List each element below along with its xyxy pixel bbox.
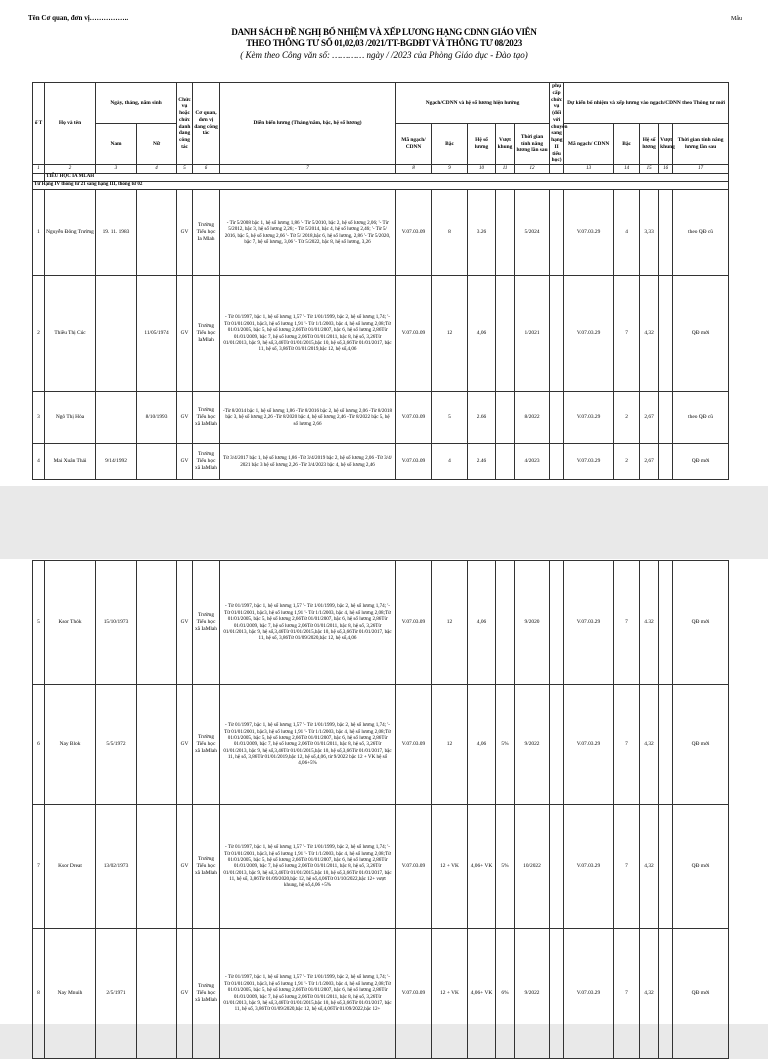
salary-history: - Từ 01/1997, bậc 1, hệ số lương 1,57 '- Từ 1/01/1999, bậc 2, hệ số lương 1,74; '- Từ 01/01/2001, bậc3, hệ số lương 1,91 '- Từ 1/1/2003, bậc 4, hệ số lương 2,08;Từ 01/01/2005, bậc 5, hệ số lương 2,66Từ 01/01/2007, bậc 6, hệ số lương 2,86Từ 01/01/2009, bậc 7, hệ số lương 2,06Từ 01/01/2011, bậc 8, hệ số, 3,26Từ 01/01/2013, bậc 9, hệ số,3,46Từ 01/01/2015,bậc 10, hệ số,3,66Từ 01/01/2017, bậc 11, hệ số, 3,86Từ 01/09/2020,bậc 12, hệ số,4,06	[220, 561, 396, 685]
salary-history: -Từ 8/2014 bậc 1, hệ số lương 1,86 -Từ 8/2016 bậc 2, hệ số lương 2,06 -Từ 8/2018 bậc 3, hệ số lương 2,26 -Từ 8/2020 bậc 4, hệ số lương 2,46 -Từ 8/2022 bậc 5, hệ số lương 2,66	[220, 392, 396, 444]
section-school-row	[33, 174, 729, 182]
section-subtitle: Từ Hạng IV thông tư 21 sang hạng III, thông tư 02	[33, 182, 729, 190]
table-row: 7 Ksor Dreat 13/02/1973 GV Trường Tiểu học xã IaMlah - Từ 01/1997, bậc 1, hệ số lương 1,57 '- Từ 1/01/1999, bậc 2, hệ số lương 1,74; '- Từ 01/01/2001, bậc3, hệ số lương 1,91 '- Từ 1/1/2003, bậc 4, hệ số lương 2,08;Từ 01/01/2005, bậc 5, hệ số lương 2,66Từ 01/01/2007, bậc 6, hệ số lương 2,86Từ 01/01/2009, bậc 7, hệ số lương 2,06Từ 01/01/2011, bậc 8, hệ số, 3,26Từ 01/01/2013, bậc 9, hệ số,3,46Từ 01/01/2015,bậc 10, hệ số,3,66Từ 01/01/2017, bậc 11, hệ số, 3,86Từ 01/09/2020,bậc 12, hệ số,4,06Từ 01/10/2022,bậc 12+ vượt khung, hệ số,4,06 +5% V.07.03.09 12 + VK 4,06+ VK 5% 10/2022 V.07.03.29 7 4,32 QĐ mới	[33, 805, 729, 929]
col-name: Họ và tên	[45, 83, 96, 165]
table-row: 8 Nay Mnuih 2/5/1971 GV Trường Tiểu học xã IaMlah - Từ 01/1997, bậc 1, hệ số lương 1,57 '- Từ 1/01/1999, bậc 2, hệ số lương 1,74; '- Từ 01/01/2001, bậc3, hệ số lương 1,91 '- Từ 1/1/2003, bậc 4, hệ số lương 2,08;Từ 01/01/2005, bậc 5, hệ số lương 2,66Từ 01/01/2007, bậc 6, hệ số lương 2,86Từ 01/01/2009, bậc 7, hệ số lương 2,06Từ 01/01/2011, bậc 8, hệ số, 3,26Từ 01/01/2013, bậc 9, hệ số,3,46Từ 01/01/2015,bậc 10, hệ số,3,66Từ 01/01/2017, bậc 11, hệ số, 3,86Từ 01/09/2020,bậc 12, hệ số,4,06Từ 01/09/2022,bậc 12+ V.07.03.09 12 + VK 4,06+ VK 6% 9/2022 V.07.03.29 7 4,32 QĐ mới	[33, 929, 729, 1059]
document-subtitle: THEO THÔNG TƯ SỐ 01,02,03 /2021/TT-BGDĐT VÀ THÔNG TƯ 08/2023	[246, 38, 522, 48]
teacher-table-page-2	[32, 560, 729, 1059]
index-row: 1 2 3 4 5 6 7 8 9 10 11 12 13 14 15 16 17	[33, 165, 729, 174]
salary-history: - Từ 5/2008 bậc 1, hệ số lương 1,86 '- Từ 5/2010, bậc 2, hệ số lương 2,06; '- Từ 5/2012, bậc 3, hệ số lương 2,26; - Từ 5/2014, bậc 4, hệ số lương 2,46; '- Từ 5/ 2016, bậc 5, hệ số lương 2,66 '- Từ 5/ 2018,bậc 6, hệ số lương, 2,86 '- Từ 5/2020, bậc 7, hệ số lương, 3,06 '- Từ 5/2022, bậc 8, hệ số lương, 3,26	[220, 190, 396, 276]
col-coef: Hệ số lương	[468, 124, 496, 165]
col-allowance: phụ cấp chức vụ (đối với chuyên sang hạng II tiểu học)	[551, 83, 568, 164]
col-time: Thời gian tính nâng lương lần sau	[515, 124, 550, 165]
section-sub-row	[33, 182, 729, 190]
organization-name: Tên Cơ quan, đơn vị……………..	[28, 14, 129, 22]
col-current-group: Ngạch/CDNN và hệ số lương hiện hưởng	[396, 83, 550, 124]
col-female: Nữ	[137, 124, 177, 165]
col-p-coef: Hệ số lương	[640, 124, 659, 165]
table-row: 5 Ksor Thók 15/10/1973 GV Trường Tiểu học xã IaMlah - Từ 01/1997, bậc 1, hệ số lương 1,57 '- Từ 1/01/1999, bậc 2, hệ số lương 1,74; '- Từ 01/01/2001, bậc3, hệ số lương 1,91 '- Từ 1/1/2003, bậc 4, hệ số lương 2,08;Từ 01/01/2005, bậc 5, hệ số lương 2,66Từ 01/01/2007, bậc 6, hệ số lương 2,86Từ 01/01/2009, bậc 7, hệ số lương 2,06Từ 01/01/2011, bậc 8, hệ số, 3,26Từ 01/01/2013, bậc 9, hệ số,3,46Từ 01/01/2015,bậc 10, hệ số,3,66Từ 01/01/2017, bậc 11, hệ số, 3,86Từ 01/09/2020,bậc 12, hệ số,4,06 V.07.03.09 12 4,06 9/2020 V.07.03.29 7 4.32 QĐ mới	[33, 561, 729, 685]
table-row: 6 Nay Blok 5/5/1972 GV Trường Tiểu học xã IaMlah - Từ 01/1997, bậc 1, hệ số lương 1,57 '- Từ 1/01/1999, bậc 2, hệ số lương 1,74; '- Từ 01/01/2001, bậc3, hệ số lương 1,91 '- Từ 1/1/2003, bậc 4, hệ số lương 2,08;Từ 01/01/2005, bậc 5, hệ số lương 2,66Từ 01/01/2007, bậc 6, hệ số lương 2,86Từ 01/01/2009, bậc 7, hệ số lương 2,06Từ 01/01/2011, bậc 8, hệ số, 3,26Từ 01/01/2013, bậc 9, hệ số,3,46Từ 01/01/2015,bậc 10, hệ số,3,66Từ 01/01/2017, bậc 11, hệ số, 3,86Từ 01/01/2019,bậc 12, hệ số,4,06, từ 9/2022 bậc 12 + VK hệ số 4,06+5% V.07.03.09 12 4,06 5% 9/2022 V.07.03.29 7 4,32 QĐ mới	[33, 685, 729, 805]
page-1	[0, 0, 768, 486]
table-row: 4 Mai Xuân Thái 9/14/1992 GV Trường Tiểu học xã IaMlah Từ 3/4/2017 bậc 1, hệ số lương 1,86 -Từ 3/4/2019 bậc 2, hệ số lương 2,06 -Từ 3/4/ 2021 bậc 3 hệ số lương 2,26 -Từ 3/4/2023 bậc 4, hệ số lương 2,46 V.07.03.09 4 2.46 4/2023 V.07.03.29 2 2,67 QĐ mới	[33, 444, 729, 480]
col-stt: ố T	[33, 83, 45, 165]
col-p-exceed: Vượt khung	[659, 124, 673, 165]
salary-history: - Từ 01/1997, bậc 1, hệ số lương 1,57 '- Từ 1/01/1999, bậc 2, hệ số lương 1,74; '- Từ 01/01/2001, bậc3, hệ số lương 1,91 '- Từ 1/1/2003, bậc 4, hệ số lương 2,08;Từ 01/01/2005, bậc 5, hệ số lương 2,66Từ 01/01/2007, bậc 6, hệ số lương 2,86Từ 01/01/2009, bậc 7, hệ số lương 2,06Từ 01/01/2011, bậc 8, hệ số, 3,26Từ 01/01/2013, bậc 9, hệ số,3,46Từ 01/01/2015,bậc 10, hệ số,3,66Từ 01/01/2017, bậc 11, hệ số, 3,86Từ 01/09/2020,bậc 12, hệ số,4,06Từ 01/10/2022,bậc 12+ vượt khung, hệ số,4,06 +5%	[220, 805, 396, 929]
col-proposed-group: Dự kiến bổ nhiệm và xếp lương vào ngạch/CDNN theo Thông tư mới	[564, 83, 729, 124]
col-dob-group: Ngày, tháng, năm sinh	[96, 83, 177, 124]
form-label: Mẫu	[731, 16, 742, 22]
salary-history: - Từ 01/1997, bậc 1, hệ số lương 1,57 '- Từ 1/01/1999, bậc 2, hệ số lương 1,74; '- Từ 01/01/2001, bậc3, hệ số lương 1,91 '- Từ 1/1/2003, bậc 4, hệ số lương 2,08;Từ 01/01/2005, bậc 5, hệ số lương 2,66Từ 01/01/2007, bậc 6, hệ số lương 2,86Từ 01/01/2009, bậc 7, hệ số lương 2,06Từ 01/01/2011, bậc 8, hệ số, 3,26Từ 01/01/2013, bậc 9, hệ số,3,46Từ 01/01/2015,bậc 10, hệ số,3,66Từ 01/01/2017, bậc 11, hệ số, 3,86Từ 01/01/2019,bậc 12, hệ số,4,06, từ 9/2022 bậc 12 + VK hệ số 4,06+5%	[220, 685, 396, 805]
table-row: 1 Nguyễn Đông Trường 19. 11. 1983 GV Trường Tiểu học Ia Mlah - Từ 5/2008 bậc 1, hệ số lương 1,86 '- Từ 5/2010, bậc 2, hệ số lương 2,06; '- Từ 5/2012, bậc 3, hệ số lương 2,26; - Từ 5/2014, bậc 4, hệ số lương 2,46; '- Từ 5/ 2016, bậc 5, hệ số lương 2,66 '- Từ 5/ 2018,bậc 6, hệ số lương, 2,86 '- Từ 5/2020, bậc 7, hệ số lương, 3,06 '- Từ 5/2022, bậc 8, hệ số lương, 3,26 V.07.03.09 8 3.26 5/2024 V.07.03.29 4 3,33 theo QĐ cũ	[33, 190, 729, 276]
table-row: 2 Thiều Thị Cúc 11/05/1974 GV Trường Tiểu học IaMlah - Từ 01/1997, bậc 1, hệ số lương 1,57 '- Từ 1/01/1999, bậc 2, hệ số lương 1,74; '- Từ 01/01/2001, bậc3, hệ số lương 1,91 '- Từ 1/1/2003, bậc 4, hệ số lương 2,08;Từ 01/01/2005, bậc 5, hệ số lương 2,66Từ 01/01/2007, bậc 6, hệ số lương 2,86Từ 01/01/2009, bậc 7, hệ số lương 2,06Từ 01/01/2011, bậc 8, hệ số, 3,26Từ 01/01/2013, bậc 9, hệ số,3,46Từ 01/01/2015,bậc 10, hệ số,3,66Từ 01/01/2017, bậc 11, hệ số, 3,86Từ 01/01/2019,bậc 12, hệ số,4,06 V.07.03.09 12 4,06 1/2021 V.07.03.29 7 4,32 QĐ mới	[33, 276, 729, 392]
section-school: TIỂU HỌC IA MLAH	[45, 174, 729, 182]
document-title: DANH SÁCH ĐỀ NGHỊ BỔ NHIỆM VÀ XẾP LƯƠNG HẠNG CDNN GIÁO VIÊN	[231, 27, 537, 37]
col-history: Diễn biến lương (Tháng/năm, bậc, hệ số lương)	[220, 83, 396, 165]
table-row: 3 Ngô Thị Hòa 8/10/1993 GV Trường Tiểu học xã IaMlah -Từ 8/2014 bậc 1, hệ số lương 1,86 -Từ 8/2016 bậc 2, hệ số lương 2,06 -Từ 8/2018 bậc 3, hệ số lương 2,26 -Từ 8/2020 bậc 4, hệ số lương 2,46 -Từ 8/2022 bậc 5, hệ số lương 2,66 V.07.03.09 5 2.66 8/2022 V.07.03.29 2 2,67 theo QĐ cũ	[33, 392, 729, 444]
col-exceed: Vượt khung	[496, 124, 515, 165]
teacher-table-page-1	[32, 82, 729, 480]
col-p-code: Mã ngạch/ CDNN	[564, 124, 614, 165]
col-p-grade: Bậc	[614, 124, 640, 165]
col-p-time: Thời gian tính nâng lương lần sau	[673, 124, 729, 165]
salary-history: - Từ 01/1997, bậc 1, hệ số lương 1,57 '- Từ 1/01/1999, bậc 2, hệ số lương 1,74; '- Từ 01/01/2001, bậc3, hệ số lương 1,91 '- Từ 1/1/2003, bậc 4, hệ số lương 2,08;Từ 01/01/2005, bậc 5, hệ số lương 2,66Từ 01/01/2007, bậc 6, hệ số lương 2,86Từ 01/01/2009, bậc 7, hệ số lương 2,06Từ 01/01/2011, bậc 8, hệ số, 3,26Từ 01/01/2013, bậc 9, hệ số,3,46Từ 01/01/2015,bậc 10, hệ số,3,66Từ 01/01/2017, bậc 11, hệ số, 3,86Từ 01/01/2019,bậc 12, hệ số,4,06	[220, 276, 396, 392]
col-male: Nam	[96, 124, 137, 165]
col-unit: Cơ quan, đơn vị đang công tác	[193, 83, 220, 165]
col-code: Mã ngạch/ CDNN	[396, 124, 432, 165]
salary-history: Từ 3/4/2017 bậc 1, hệ số lương 1,86 -Từ 3/4/2019 bậc 2, hệ số lương 2,06 -Từ 3/4/ 2021 bậc 3 hệ số lương 2,26 -Từ 3/4/2023 bậc 4, hệ số lương 2,46	[220, 444, 396, 480]
col-position: Chức vụ hoặc chức danh đang công tác	[177, 83, 193, 165]
document-reference: ( Kèm theo Công văn số: ………… ngày / /2023 của Phòng Giáo dục - Đào tạo)	[240, 50, 528, 60]
salary-history: - Từ 01/1997, bậc 1, hệ số lương 1,57 '- Từ 1/01/1999, bậc 2, hệ số lương 1,74; '- Từ 01/01/2001, bậc3, hệ số lương 1,91 '- Từ 1/1/2003, bậc 4, hệ số lương 2,08;Từ 01/01/2005, bậc 5, hệ số lương 2,66Từ 01/01/2007, bậc 6, hệ số lương 2,86Từ 01/01/2009, bậc 7, hệ số lương 2,06Từ 01/01/2011, bậc 8, hệ số, 3,26Từ 01/01/2013, bậc 9, hệ số,3,46Từ 01/01/2015,bậc 10, hệ số,3,66Từ 01/01/2017, bậc 11, hệ số, 3,86Từ 01/09/2020,bậc 12, hệ số,4,06Từ 01/09/2022,bậc 12+	[220, 929, 396, 1059]
page-2	[0, 559, 768, 1024]
col-grade: Bậc	[432, 124, 468, 165]
